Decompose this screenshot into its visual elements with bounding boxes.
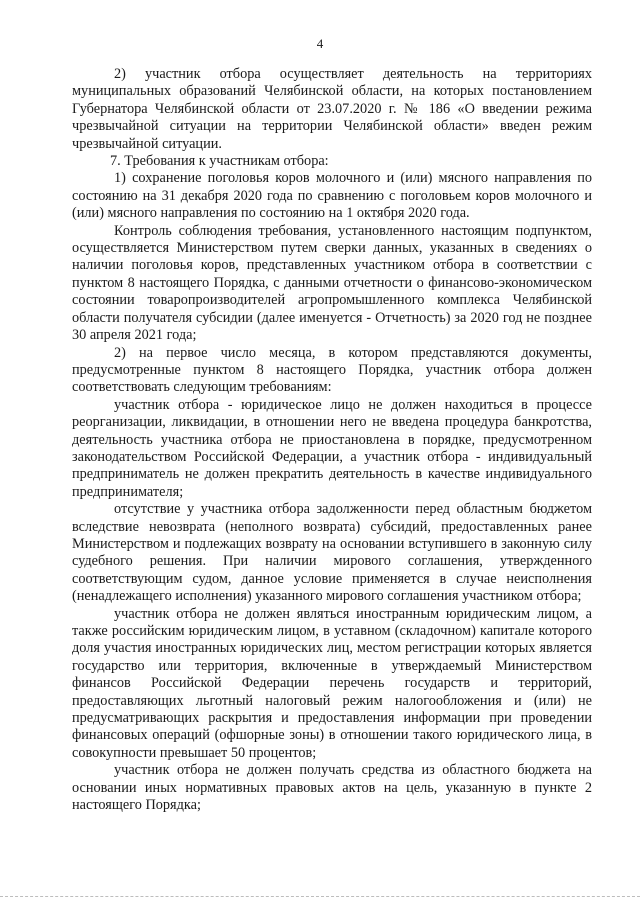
document-body <box>72 66 592 814</box>
paragraph-other-funds: участник отбора не должен получать средства из областного бюджета на основании иных нормативных правовых актов на цель, указанную в пункте 2 настоящего Порядка; <box>72 762 592 814</box>
paragraph-livestock-preservation: 1) сохранение поголовья коров молочного и (или) мясного направления по состоянию на 31 декабря 2020 года по сравнению с поголовьем коров молочного и (или) мясного направления по состоянию на 1 октября 2020 года. <box>72 170 592 222</box>
scan-edge-line <box>0 896 640 897</box>
paragraph-foreign-entity: участник отбора не должен являться иностранным юридическим лицом, а также российским юридическим лицом, в уставном (складочном) капитале которого доля участия иностранных юридических лиц, местом регистрации которых является государство или территория, включенные в утверждаемый Министерством финансов Российской Федерации перечень государств и территорий, предоставляющих льготный налоговый режим налогообложения и (или) не предусматривающих раскрытия и предоставления информации при проведении финансовых операций (офшорные зоны) в отношении такого юридического лица, в совокупности превышает 50 процентов; <box>72 605 592 761</box>
paragraph-control: Контроль соблюдения требования, установленного настоящим подпунктом, осуществляется Министерством путем сверки данных, указанных в сведениях о наличии поголовья коров, представленных участником отбора в соответствии с пунктом 8 настоящего Порядка, с данными отчетности о финансово-экономическом состоянии товаропроизводителей агропромышленного комплекса Челябинской области получателя субсидии (далее именуется - Отчетность) за 2020 год не позднее 30 апреля 2021 года; <box>72 222 592 344</box>
section-heading-requirements: 7. Требования к участникам отбора: <box>110 153 329 170</box>
paragraph-debt: отсутствие у участника отбора задолженности перед областным бюджетом вследствие невозврата (неполного возврата) субсидий, предоставленных ранее Министерством и подлежащих возврату на основании вступившего в законную силу судебного решения. При наличии мирового соглашения, утвержденного соответствующим судом, данное условие применяется в случае неисполнения (ненадлежащего исполнения) указанного мирового соглашения участником отбора; <box>72 501 592 605</box>
paragraph-first-day-requirements: 2) на первое число месяца, в котором представляются документы, предусмотренные пунктом 8 настоящего Порядка, участник отбора должен соответствовать следующим требованиям: <box>72 344 592 396</box>
page-number: 4 <box>316 36 324 51</box>
paragraph-territories: 2) участник отбора осуществляет деятельность на территориях муниципальных образований Челябинской области, на которых постановлением Губернатора Челябинской области от 23.07.2020 г. № 186 «О введении режима чрезвычайной ситуации на территории Челябинской области» введен режим чрезвычайной ситуации. <box>72 66 592 152</box>
paragraph-reorganization: участник отбора - юридическое лицо не должен находиться в процессе реорганизации, ликвидации, в отношении него не введена процедура банкротства, деятельность участника отбора не приостановлена в порядке, предусмотренном законодательством Российской Федерации, а участник отбора - индивидуальный предприниматель не должен прекратить деятельность в качестве индивидуального предпринимателя; <box>72 396 592 500</box>
